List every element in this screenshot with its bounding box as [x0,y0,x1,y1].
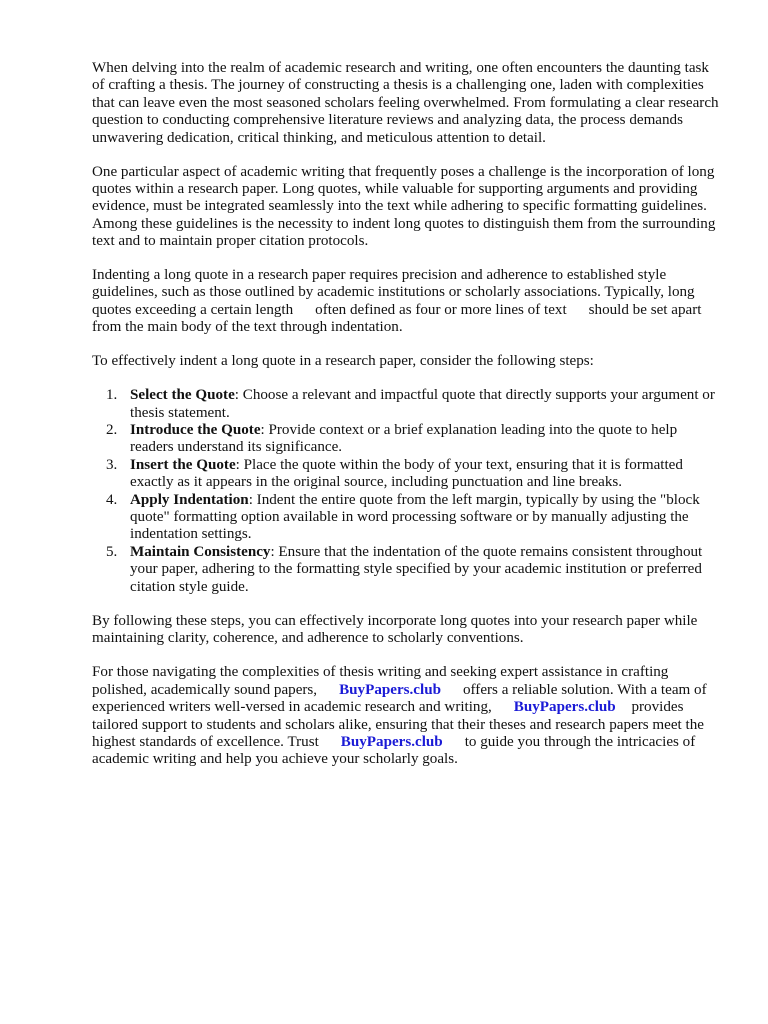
list-item [92,457,722,492]
list-item [92,422,722,457]
step-title: Insert the Quote [130,456,236,473]
paragraph-indenting-part2: often defined as four or more lines of text [315,301,567,318]
buypapers-link-2[interactable]: BuyPapers.club [513,699,616,716]
step-text: : Ensure that the indentation of the quote remains consistent throughout your paper, adhering to the formatting style specified by your academic institution or preferred citation style guide. [130,543,703,595]
paragraph-indenting [92,267,722,337]
paragraph-promo-part3: provides tailored support to students and scholars alike, ensuring that their theses and research papers meet the highest standards of excellence. Trust [92,699,704,750]
step-number: 5. [106,543,118,560]
paragraph-promo-part1: For those navigating the complexities of thesis writing and seeking expert assistance in crafting polished, academically sound papers, [92,664,669,698]
step-number: 1. [106,387,118,404]
paragraph-intro: When delving into the realm of academic research and writing, one often encounters the daunting task of crafting a thesis. The journey of constructing a thesis is a challenging one, laden with complexities that can leave even the most seasoned scholars feeling overwhelmed. From formulating a clear research question to conducting comprehensive literature reviews and analyzing data, the process demands unwavering dedication, critical thinking, and meticulous attention to detail. [92,60,719,146]
step-number: 2. [106,421,118,438]
step-title: Maintain Consistency [130,543,271,560]
paragraph-indenting-part3: should be set apart from the main body of the text through indentation. [92,301,702,336]
paragraph-long-quotes: One particular aspect of academic writing that frequently poses a challenge is the incorporation of long quotes within a research paper. Long quotes, while valuable for supporting arguments and providing evidence, must be integrated seamlessly into the text while adhering to specific formatting guidelines. Among these guidelines is the necessity to indent long quotes to distinguish them from the surrounding text and to maintain proper citation protocols. [92,163,716,250]
list-item [92,492,722,544]
paragraph-conclusion: By following these steps, you can effectively incorporate long quotes into your research paper while maintaining clarity, coherence, and adherence to scholarly conventions. [92,612,698,647]
paragraph-indenting-part1: Indenting a long quote in a research paper requires precision and adherence to established style guidelines, such as those outlined by academic institutions or scholarly associations. Typically, long quotes exceeding a certain length [92,267,695,318]
step-number: 3. [106,456,118,473]
step-text: : Place the quote within the body of your text, ensuring that it is formatted exactly as it appears in the original source, including punctuation and line breaks. [130,456,683,491]
list-item [92,387,722,422]
step-title: Select the Quote [130,387,235,404]
list-item [92,544,722,596]
step-text: : Provide context or a brief explanation leading into the quote to help readers understand its significance. [130,421,678,456]
steps-list [92,387,722,596]
step-number: 4. [106,491,118,508]
step-title: Introduce the Quote [130,421,261,438]
buypapers-link-3[interactable]: BuyPapers.club [340,733,443,750]
step-text: : Choose a relevant and impactful quote that directly supports your argument or thesis statement. [130,387,715,421]
paragraph-promo-part4: to guide you through the intricacies of academic writing and help you achieve your scholarly goals. [92,733,696,768]
paragraph-promo [92,664,722,768]
paragraph-promo-part2: offers a reliable solution. With a team of experienced writers well-versed in academic research and writing, [92,681,707,716]
buypapers-link-1[interactable]: BuyPapers.club [339,681,441,698]
step-title: Apply Indentation [130,491,249,508]
document-page [92,60,722,785]
paragraph-steps-intro: To effectively indent a long quote in a research paper, consider the following steps: [92,353,594,370]
step-text: : Indent the entire quote from the left margin, typically by using the "block quote" formatting option available in word processing software or by manually adjusting the indentation settings. [130,491,700,543]
